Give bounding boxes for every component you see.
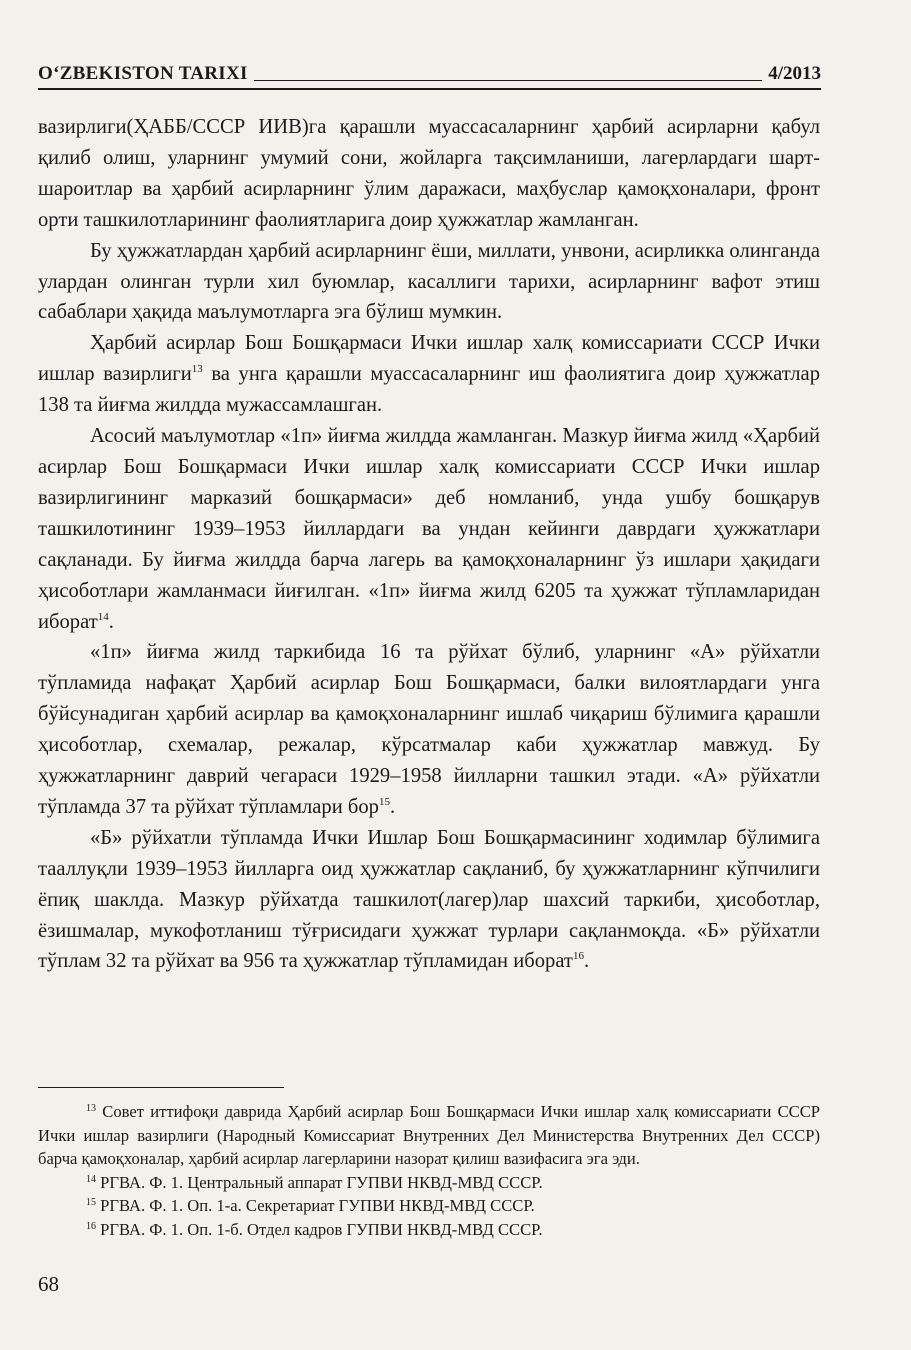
paragraph: Бу ҳужжатлардан ҳарбий асирларнинг ёши, миллати, унвони, асирликка олинганда улардан олинган турли хил буюмлар, касаллиги тарихи, асирларнинг вафот этиш сабаблари ҳақида маълумотларга эга бўлиш мумкин. [38,239,820,324]
issue-number: 4/2013 [768,63,821,84]
page-number: 68 [38,1272,59,1296]
body-text [38,112,820,977]
footnote-ref: 13 [191,363,203,376]
journal-title: O‘ZBEKISTON TARIXI [38,63,248,84]
footnote-ref: 14 [97,610,109,623]
footnote: $^{16}$ РГВА. Ф. 1. Оп. 1-б. Отдел кадров ГУПВИ НКВД-МВД СССР. [86,1219,543,1239]
footnote-ref: 16 [572,950,584,963]
footnotes [38,1100,820,1242]
footnote: $^{13}$ Совет иттифоқи даврида Ҳарбий асирлар Бош Бошқармаси Ички ишлар халқ комиссариати СССР Ички ишлар вазирлиги (Народный Комиссариат Внутренних Дел Министерства Внутренних Дел СССР) барча қамоқхоналар, ҳарбий асирлар лагерларини назорат қилиш вазифасига эга эди. [38,1102,821,1169]
paragraph: «Б» рўйхатли тўпламда Ички Ишлар Бош Бошқармасининг ходимлар бўлимига тааллуқли 1939–1953 йилларга оид ҳужжатлар сақланиб, бу ҳужжатларнинг кўпчилиги ёпиқ шаклда. Мазкур рўйхатда ташкилот(лагер)лар шахсий таркиби, ҳисоботлар, ёзишмалар, мукофотланиш тўғрисидаги ҳужжат турлари сақланмоқда. «Б» рўйхатли тўплам 32 та рўйхат ва 956 та ҳужжатлар тўпламидан иборат$^{16}$. [38,826,820,973]
footnote: $^{14}$ РГВА. Ф. 1. Центральный аппарат ГУПВИ НКВД-МВД СССР. [86,1172,543,1192]
paragraph: Ҳарбий асирлар Бош Бошқармаси Ички ишлар халқ комиссариати СССР Ички ишлар вазирлиги$^{13}$ ва унга қарашли муассасаларнинг иш фаолиятига доир ҳужжатлар 138 та йиғма жилдда мужассамлашган. [38,332,820,417]
footnote-ref: 15 [378,795,390,808]
paragraph: «1п» йиғма жилд таркибида 16 та рўйхат бўлиб, уларнинг «А» рўйхатли тўпламида нафақат Ҳарбий асирлар Бош Бошқармаси, балки вилоятлардаги унга бўйсунадиган ҳарбий асирлар ва қамоқхоналарнинг ишлаб чиқариш бўлимига қарашли ҳисоботлар, схемалар, режалар, кўрсатмалар каби ҳужжатлар мавжуд. Бу ҳужжатларнинг даврий чегараси 1929–1958 йилларни ташкил этади. «А» рўйхатли тўпламда 37 та рўйхат тўпламлари бор$^{15}$. [38,641,820,818]
header-rule [254,80,763,81]
running-header [38,58,821,90]
footnote-separator [38,1087,284,1088]
paragraph: Асосий маълумотлар «1п» йиғма жилдда жамланган. Мазкур йиғма жилд «Ҳарбий асирлар Бош Бошқармаси Ички ишлар халқ комиссариати СССР Ички ишлар вазирлигининг марказий бошқармаси» деб номланиб, унда ушбу бошқарув ташкилотининг 1939–1953 йиллардаги ва ундан кейинги даврдаги ҳужжатлари сақланади. Бу йиғма жилдда барча лагерь ва қамоқхоналарнинг ўз ишлари ҳақидаги ҳисоботлари жамланмаси йиғилган. «1п» йиғма жилд 6205 та ҳужжат тўпламларидан иборат$^{14}$. [38,425,820,633]
footnote: $^{15}$ РГВА. Ф. 1. Оп. 1-а. Секретариат ГУПВИ НКВД-МВД СССР. [86,1196,535,1216]
paragraph: вазирлиги(ҲАББ/СССР ИИВ)га қарашли муассасаларнинг ҳарбий асирларни қабул қилиб олиш, уларнинг умумий сони, жойларга тақсимланиши, лагерлардаги шарт-шароитлар ва ҳарбий асирларнинг ўлим даражаси, маҳбуслар қамоқхоналари, фронт орти ташкилотларининг фаолиятларига доир ҳужжатлар жамланган. [38,116,820,231]
